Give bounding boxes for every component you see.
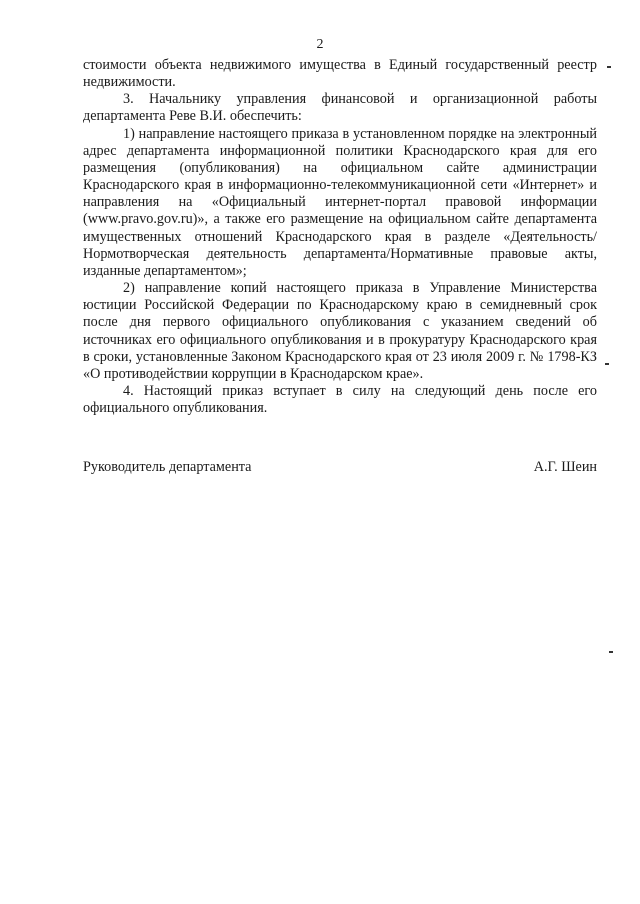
scan-mark (605, 363, 609, 365)
paragraph-subitem-1: 1) направление настоящего приказа в установленном порядке на электронный адрес департамента информационной политики Краснодарского края для его размещения (опубликования) на официальном сайте администрации Краснодарского края в информационно-телекоммуникационной сети «Интернет» и направления на «Официальный интернет-портал правовой информации (www.pravo.gov.ru)», а также его размещение на официальном сайте департамента имущественных отношений Краснодарского края в разделе «Деятельность/Нормотворческая деятельность департамента/Нормативные правовые акты, изданные департаментом»; (83, 125, 597, 279)
paragraph-item-4: 4. Настоящий приказ вступает в силу на следующий день после его официального опубликования. (83, 382, 597, 417)
scan-mark (609, 651, 613, 653)
signatory-position: Руководитель департамента (83, 459, 252, 475)
signatory-name: А.Г. Шеин (533, 459, 597, 475)
paragraph-subitem-2: 2) направление копий настоящего приказа в Управление Министерства юстиции Российской Федерации по Краснодарскому краю в семидневный срок после дня первого официального опубликования с указанием сведений об источниках его официального опубликования и в прокуратуру Краснодарского края в сроки, установленные Законом Краснодарского края от 23 июля 2009 г. № 1798-КЗ «О противодействии коррупции в Краснодарском крае». (83, 280, 597, 382)
paragraph-continuation: стоимости объекта недвижимого имущества в Единый государственный реестр недвижимости. (83, 57, 597, 91)
document-body (83, 57, 597, 417)
signature-block (83, 459, 597, 476)
paragraph-item-3: 3. Начальнику управления финансовой и организационной работы департамента Реве В.И. обеспечить: (83, 91, 597, 125)
scan-mark (607, 66, 611, 68)
page-number: 2 (316, 37, 324, 52)
